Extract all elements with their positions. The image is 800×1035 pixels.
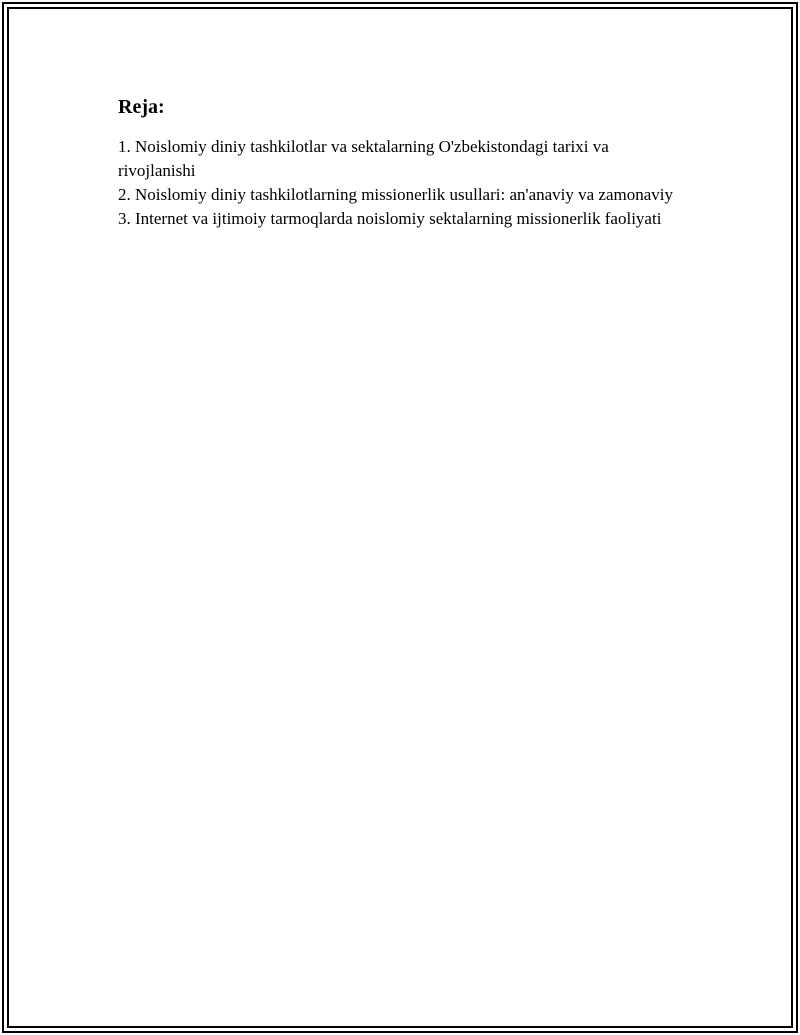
- plan-heading: Reja:: [118, 96, 165, 118]
- plan-list: [118, 135, 678, 231]
- plan-item-1: 1. Noislomiy diniy tashkilotlar va sektalarning O'zbekistondagi tarixi va rivojlanishi: [118, 137, 609, 180]
- plan-item-3: 3. Internet va ijtimoiy tarmoqlarda noislomiy sektalarning missionerlik faoliyati: [118, 209, 662, 228]
- document-body: [118, 95, 678, 231]
- plan-item-2: 2. Noislomiy diniy tashkilotlarning missionerlik usullari: an'anaviy va zamonaviy: [118, 185, 674, 204]
